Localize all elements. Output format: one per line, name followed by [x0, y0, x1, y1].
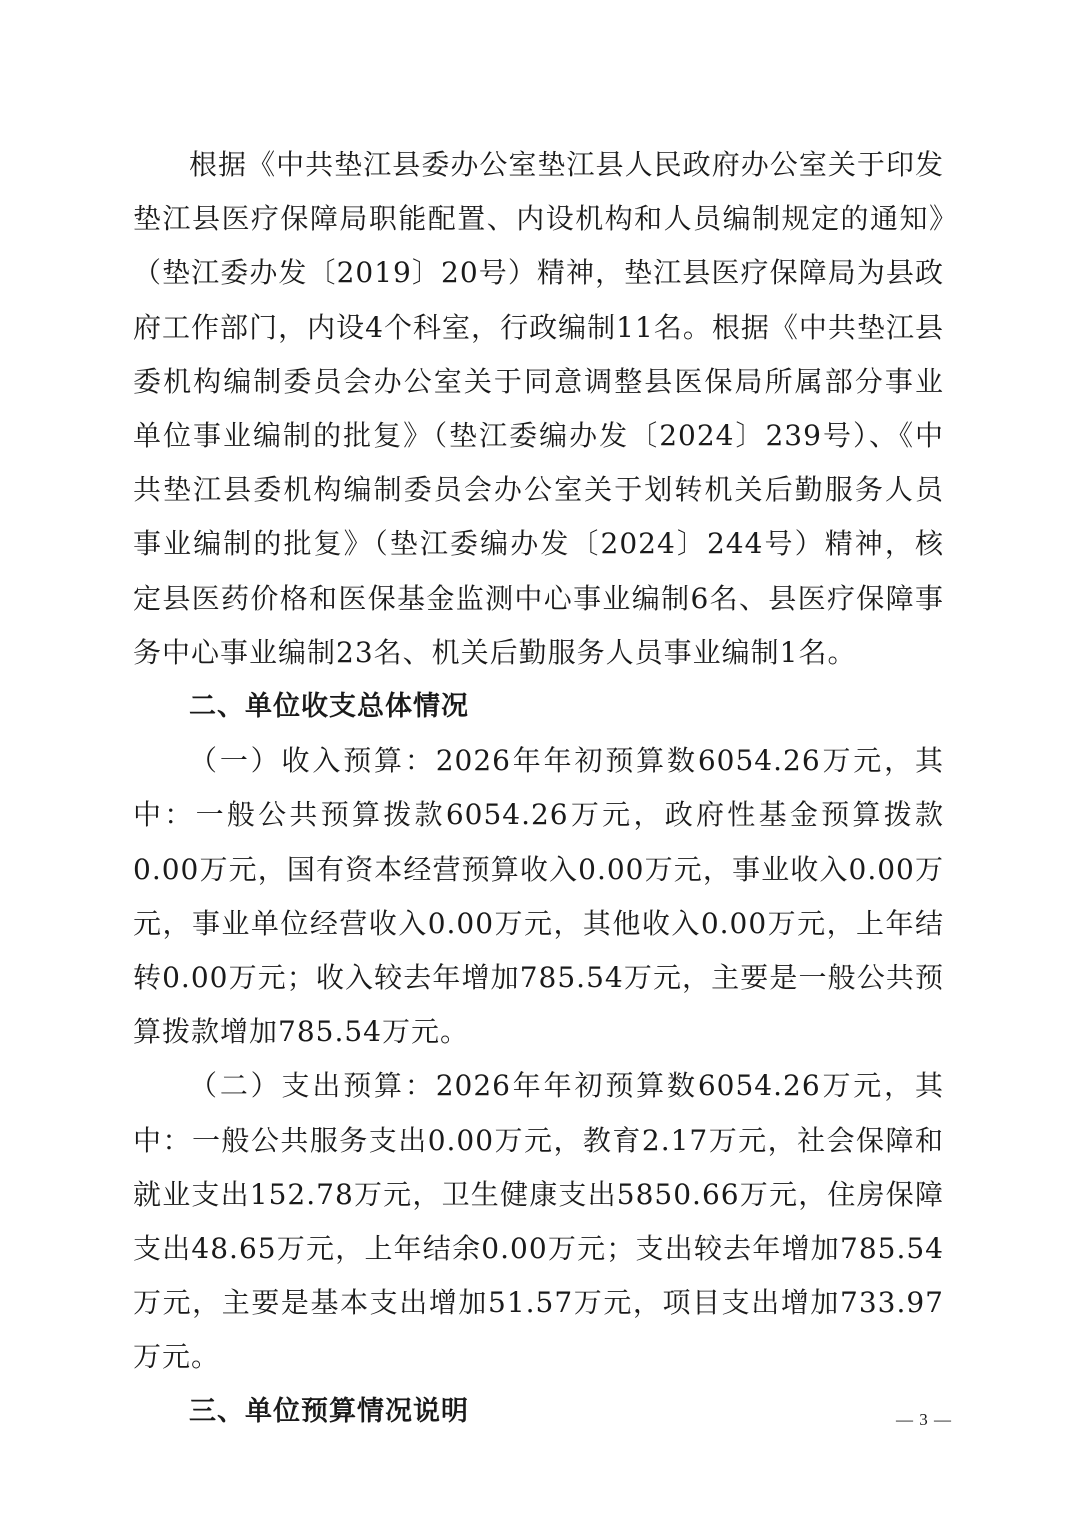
income-budget-paragraph: （一）收入预算：2026年年初预算数6054.26万元，其中：一般公共预算拨款6054.26万元，政府性基金预算拨款0.00万元，国有资本经营预算收入0.00万元，事业收入0.00万元，事业单位经营收入0.00万元，其他收入0.00万元，上年结转0.00万元；收入较去年增加785.54万元，主要是一般公共预算拨款增加785.54万元。 [133, 744, 944, 1049]
page-number: — 3 — [896, 1410, 952, 1429]
section-heading-budget-overview: 二、单位收支总体情况 [189, 691, 469, 723]
expenditure-budget-paragraph: （二）支出预算：2026年年初预算数6054.26万元，其中：一般公共服务支出0.00万元，教育2.17万元，社会保障和就业支出152.78万元，卫生健康支出5850.66万元，住房保障支出48.65万元，上年结余0.00万元；支出较去年增加785.54万元，主要是基本支出增加51.57万元，项目支出增加733.97万元。 [133, 1069, 944, 1374]
org-establishment-paragraph: 根据《中共垫江县委办公室垫江县人民政府办公室关于印发垫江县医疗保障局职能配置、内设机构和人员编制规定的通知》（垫江委办发〔2019〕20号）精神，垫江县医疗保障局为县政府工作部门，内设4个科室，行政编制11名。根据《中共垫江县委机构编制委员会办公室关于同意调整县医保局所属部分事业单位事业编制的批复》（垫江委编办发〔2024〕239号）、《中共垫江县委机构编制委员会办公室关于划转机关后勤服务人员事业编制的批复》（垫江委编办发〔2024〕244号）精神，核定县医药价格和医保基金监测中心事业编制6名、县医疗保障事务中心事业编制23名、机关后勤服务人员事业编制1名。 [133, 148, 944, 669]
document-body [133, 138, 944, 1439]
section-heading-budget-explanation: 三、单位预算情况说明 [189, 1395, 469, 1427]
